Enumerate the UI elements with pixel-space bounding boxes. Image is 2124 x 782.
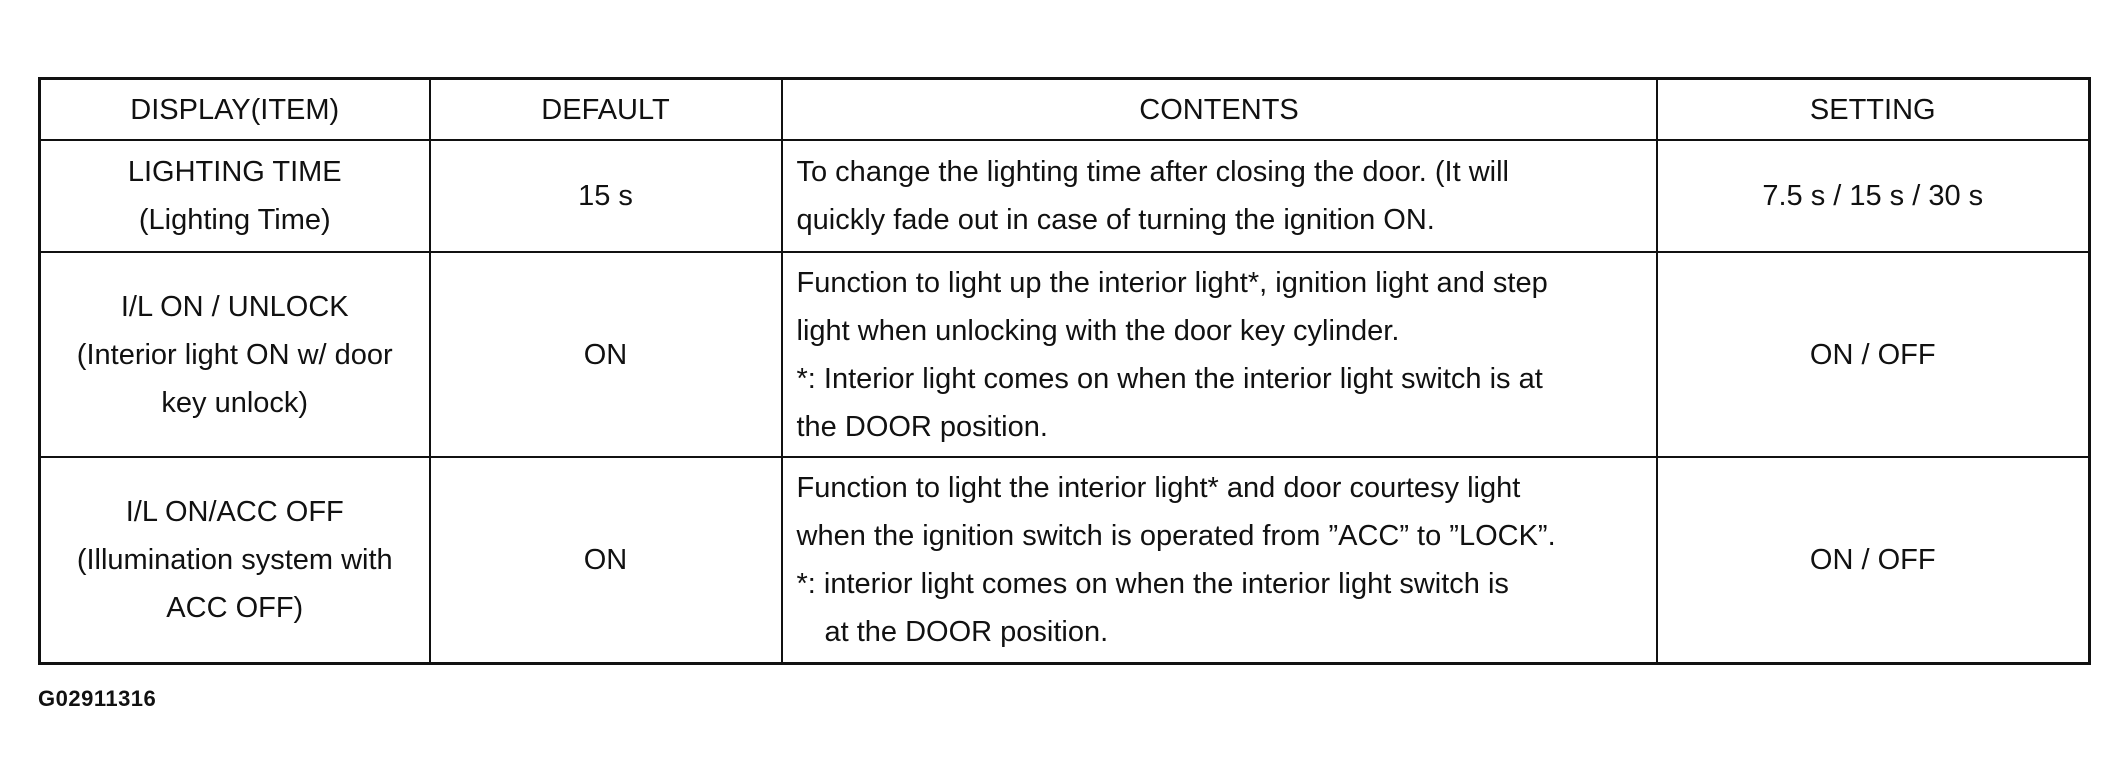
display-item-description: (Illumination system with xyxy=(76,544,393,576)
contents-note: *: interior light comes on when the interior light switch is xyxy=(796,568,1509,600)
display-item-description: (Lighting Time) xyxy=(138,204,331,236)
header-setting: SETTING xyxy=(1657,79,2090,141)
contents-line: quickly fade out in case of turning the ignition ON. xyxy=(796,204,1435,236)
contents-cell xyxy=(782,140,1657,252)
contents-note: at the DOOR position. xyxy=(824,616,1109,648)
display-item-cell xyxy=(40,457,430,664)
display-item-description: (Interior light ON w/ door xyxy=(76,338,393,371)
display-item-cell xyxy=(40,252,430,457)
header-contents: CONTENTS xyxy=(782,79,1657,141)
contents-note: the DOOR position. xyxy=(796,410,1048,443)
display-item-name: I/L ON / UNLOCK xyxy=(120,290,349,323)
default-value-cell: 15 s xyxy=(430,140,782,252)
table-row xyxy=(40,457,2090,664)
header-default: DEFAULT xyxy=(430,79,782,141)
header-display-item: DISPLAY(ITEM) xyxy=(40,79,430,141)
contents-line: To change the lighting time after closing the door. (It will xyxy=(796,156,1509,188)
contents-note: *: Interior light comes on when the interior light switch is at xyxy=(796,362,1543,395)
contents-line: Function to light up the interior light*, ignition light and step xyxy=(796,266,1548,299)
setting-options-cell: 7.5 s / 15 s / 30 s xyxy=(1657,140,2090,252)
display-item-cell xyxy=(40,140,430,252)
setting-options-cell: ON / OFF xyxy=(1657,252,2090,457)
display-item-name: LIGHTING TIME xyxy=(127,156,342,188)
figure-id: G02911316 xyxy=(38,686,157,711)
display-item-description: ACC OFF) xyxy=(166,592,304,624)
setting-options-cell: ON / OFF xyxy=(1657,457,2090,664)
display-item-description: key unlock) xyxy=(161,386,309,419)
contents-line: Function to light the interior light* and door courtesy light xyxy=(796,472,1521,504)
table-row xyxy=(40,140,2090,252)
customize-settings-table xyxy=(38,77,2091,665)
contents-line: light when unlocking with the door key cylinder. xyxy=(796,314,1400,347)
contents-cell xyxy=(782,457,1657,664)
contents-cell xyxy=(782,252,1657,457)
default-value-cell: ON xyxy=(430,252,782,457)
header-row xyxy=(40,79,2090,141)
display-item-name: I/L ON/ACC OFF xyxy=(125,496,344,528)
table-row xyxy=(40,252,2090,457)
default-value-cell: ON xyxy=(430,457,782,664)
contents-line: when the ignition switch is operated from ”ACC” to ”LOCK”. xyxy=(796,520,1556,552)
